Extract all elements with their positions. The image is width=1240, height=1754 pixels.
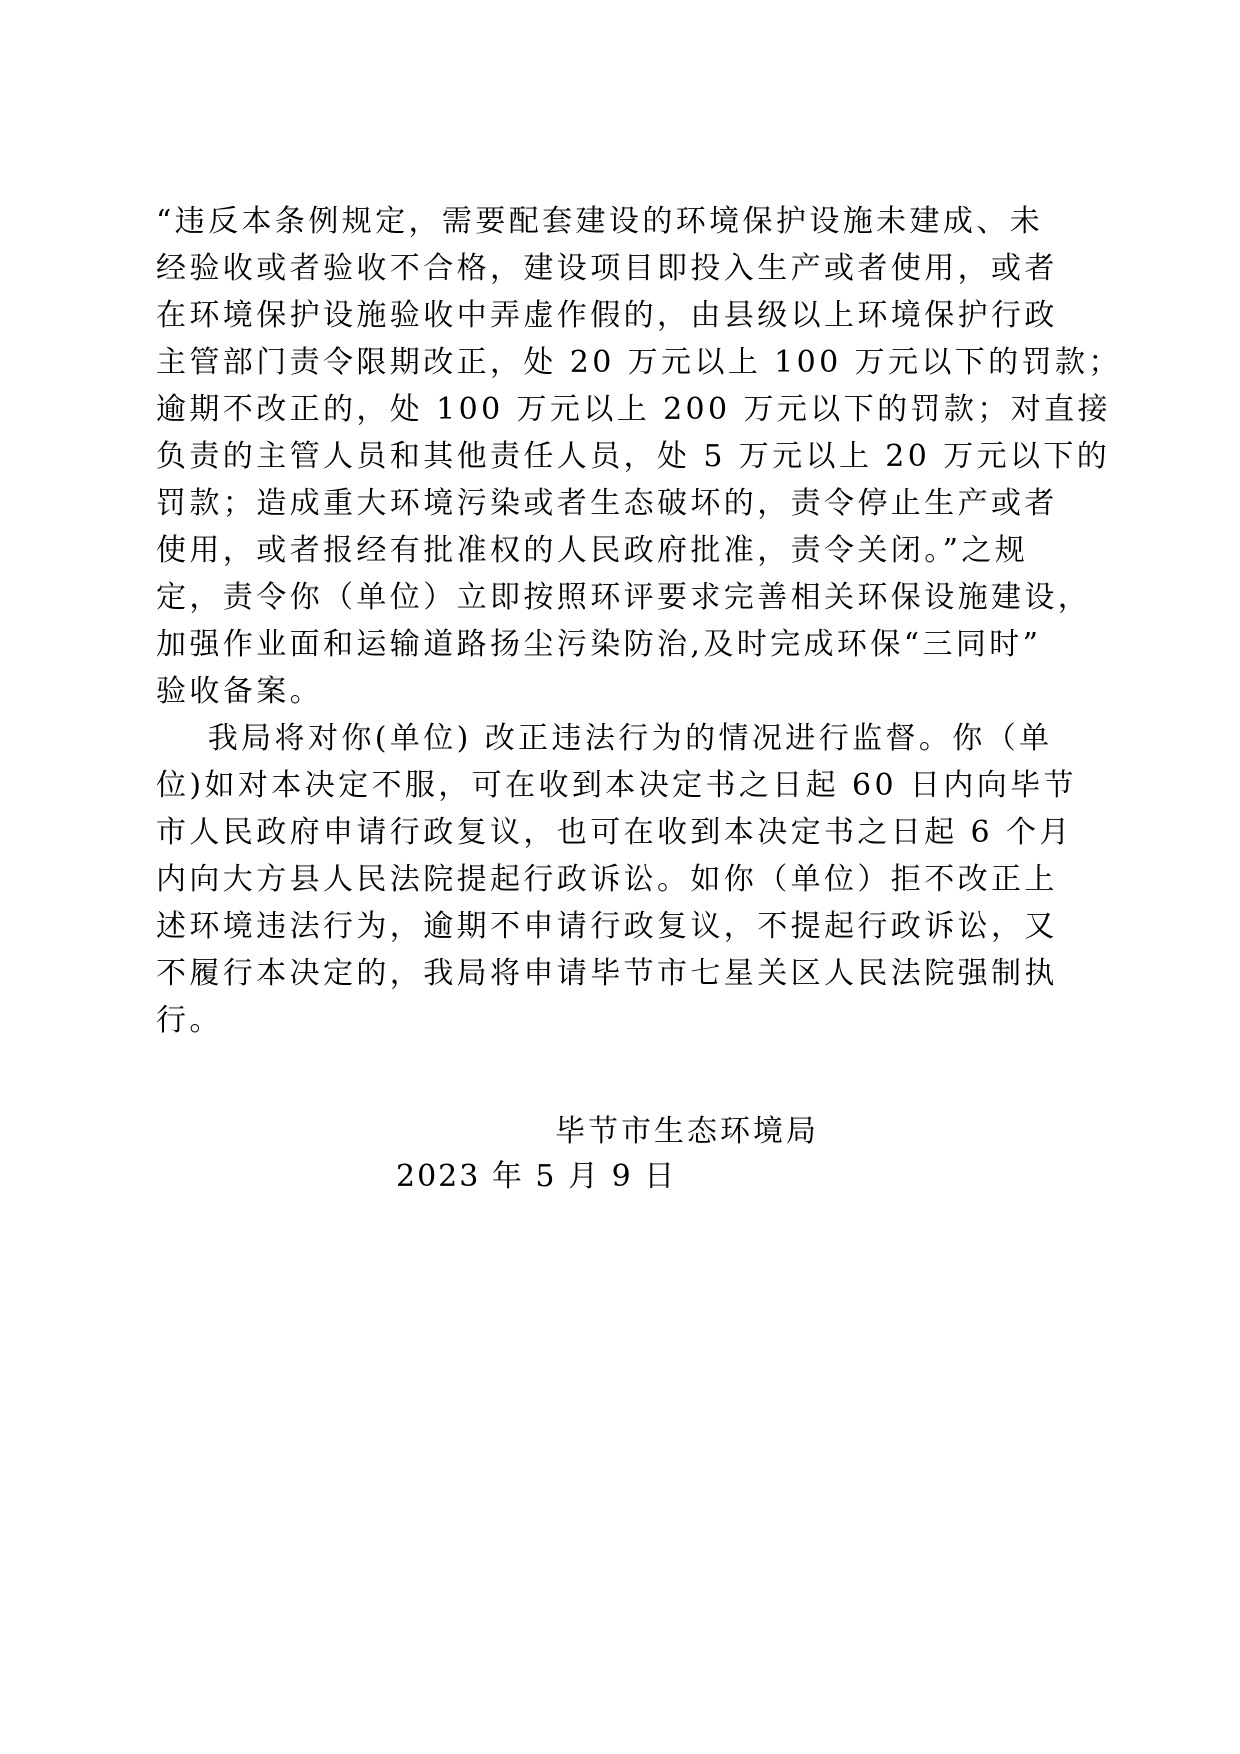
body-line: 位)如对本决定不服，可在收到本决定书之日起 60 日内向毕节: [156, 768, 1077, 803]
issue-date: 2023 年 5 月 9 日: [396, 1159, 677, 1194]
body-line: 负责的主管人员和其他责任人员，处 5 万元以上 20 万元以下的: [156, 439, 1111, 474]
body-line: “违反本条例规定，需要配套建设的环境保护设施未建成、未: [156, 204, 1044, 239]
body-line: 主管部门责令限期改正，处 20 万元以上 100 万元以下的罚款；: [156, 345, 1122, 380]
body-line: 使用，或者报经有批准权的人民政府批准，责令关闭。”之规: [156, 533, 1029, 568]
body-line: 不履行本决定的，我局将申请毕节市七星关区人民法院强制执: [156, 956, 1058, 991]
body-line: 逾期不改正的，处 100 万元以上 200 万元以下的罚款；对直接: [156, 392, 1111, 427]
body-line: 市人民政府申请行政复议，也可在收到本决定书之日起 6 个月: [156, 815, 1073, 850]
issuing-authority: 毕节市生态环境局: [555, 1114, 819, 1149]
body-line: 定，责令你（单位）立即按照环评要求完善相关环保设施建设，: [156, 580, 1092, 615]
body-line: 验收备案。: [156, 674, 323, 709]
body-line: 在环境保护设施验收中弄虚作假的，由县级以上环境保护行政: [156, 298, 1058, 333]
body-line: 加强作业面和运输道路扬尘污染防治,及时完成环保“三同时”: [156, 627, 1042, 662]
body-line: 述环境违法行为，逾期不申请行政复议，不提起行政诉讼，又: [156, 909, 1058, 944]
body-line: 我局将对你(单位) 改正违法行为的情况进行监督。你（单: [156, 721, 1053, 756]
body-line: 内向大方县人民法院提起行政诉讼。如你（单位）拒不改正上: [156, 862, 1058, 897]
body-line: 经验收或者验收不合格，建设项目即投入生产或者使用，或者: [156, 251, 1058, 286]
body-line: 罚款；造成重大环境污染或者生态破坏的，责令停止生产或者: [156, 486, 1058, 521]
document-body: [156, 198, 1122, 1044]
body-line: 行。: [156, 1003, 223, 1038]
